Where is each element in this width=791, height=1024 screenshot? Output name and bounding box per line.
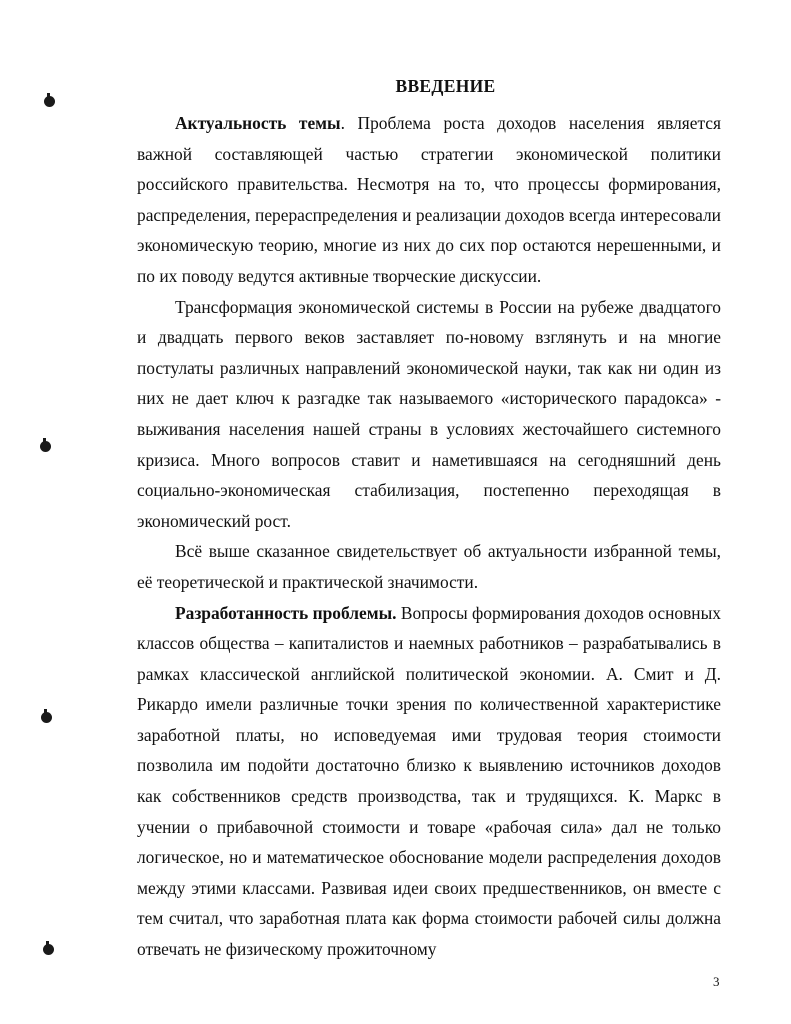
paragraph-significance: Всё выше сказанное свидетельствует об актуальности избранной темы, её теоретической и практической значимости.	[137, 541, 721, 592]
page-number: 3	[713, 974, 720, 989]
heading-relevance: Актуальность темы	[175, 113, 341, 133]
punch-hole-mark	[41, 712, 52, 723]
paragraph-relevance: Актуальность темы. Проблема роста доходов населения является важной составляющей частью стратегии экономической политики российского правительства. Несмотря на то, что процессы формирования, распределения, перераспределения и реализации доходов всегда интересовали экономическую теорию, многие из них до сих пор остаются нерешенными, и по их поводу ведутся активные творческие дискуссии.	[137, 113, 721, 286]
body-text	[137, 108, 721, 965]
punch-hole-mark	[44, 96, 55, 107]
paragraph-development: Разработанность проблемы. Вопросы формирования доходов основных классов общества – капиталистов и наемных работников – разрабатывались в рамках классической английской политической экономии. А. Смит и Д. Рикардо имели различные точки зрения по количественной характеристике заработной платы, но исповедуемая ими трудовая теория стоимости позволила им подойти достаточно близко к выявлению источников доходов как собственников средств производства, так и трудящихся. К. Маркс в учении о прибавочной стоимости и товаре «рабочая сила» дал не только логическое, но и математическое обоснование модели распределения доходов между этими классами. Развивая идеи своих предшественников, он вместе с тем считал, что заработная плата как форма стоимости рабочей силы должна отвечать не физическому прожиточному	[137, 602, 721, 960]
punch-hole-mark	[43, 944, 54, 955]
heading-development: Разработанность проблемы.	[175, 602, 397, 623]
punch-hole-mark	[40, 441, 51, 452]
page-title: ВВЕДЕНИЕ	[395, 76, 496, 96]
paragraph-transformation: Трансформация экономической системы в России на рубеже двадцатого и двадцать первого веков заставляет по-новому взглянуть и на многие постулаты различных направлений экономической науки, так как ни один из них не дает ключ к разгадке так называемого «исторического парадокса» - выживания населения нашей страны в условиях жесточайшего системного кризиса. Много вопросов ставит и наметившаяся на сегодняшний день социально-экономическая стабилизация, постепенно переходящая в экономический рост.	[137, 296, 721, 531]
